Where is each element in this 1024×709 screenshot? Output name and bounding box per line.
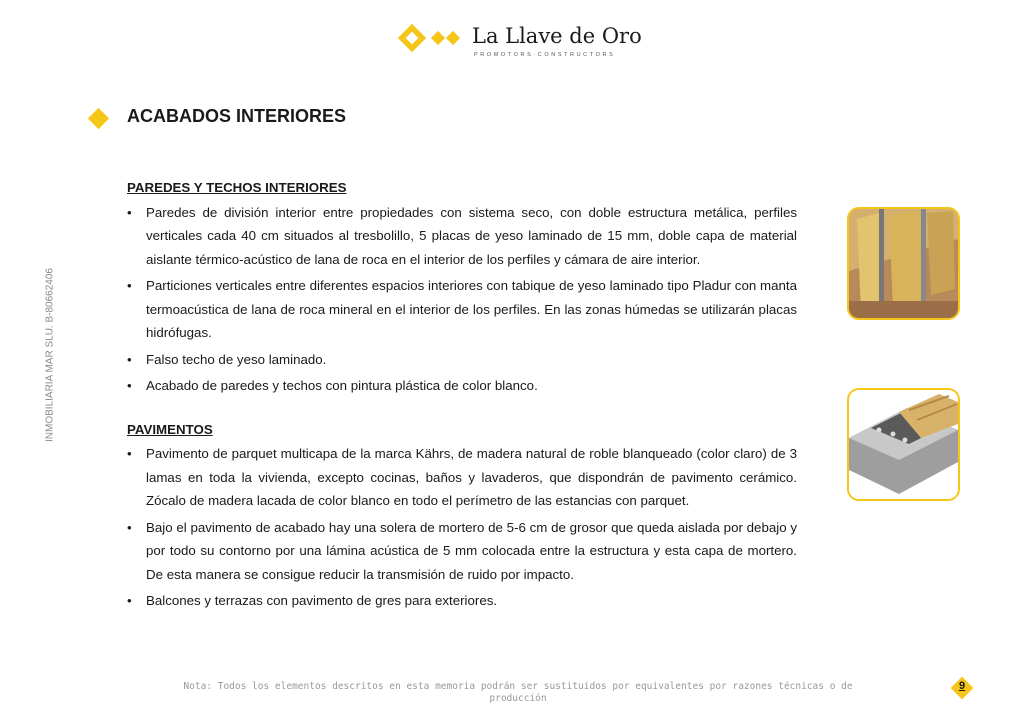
list-item: • Falso techo de yeso laminado. xyxy=(127,348,797,372)
list-item: • Pavimento de parquet multicapa de la marca Kährs, de madera natural de roble blanqueado (color claro) de 3 lamas en toda la vivienda, excepto cocinas, baños y lavaderos, que dispondrán de pavimento cerámico. Zócalo de madera lacada de color blanco en todo el perímetro de las estancias con parquet. xyxy=(127,442,797,513)
logo-diamonds-icon xyxy=(396,24,468,58)
brand-name: La Llave de Oro xyxy=(472,24,642,48)
title-diamond-icon xyxy=(88,108,109,129)
section-heading: PAVIMENTOS xyxy=(127,421,213,437)
section-pavimentos xyxy=(127,418,797,613)
section-paredes xyxy=(127,176,797,398)
content-body xyxy=(127,176,797,616)
page-number-badge xyxy=(951,677,973,699)
page-title: ACABADOS INTERIORES xyxy=(127,106,347,126)
bullet-list xyxy=(127,201,797,398)
footnote: Nota: Todos los elementos descritos en esta memoria podrán ser sustituidos por equivalentes por razones técnicas o de producción xyxy=(183,681,853,704)
floor-layers-photo xyxy=(847,388,960,501)
wall-insulation-image xyxy=(849,209,958,318)
side-company-text: INMOBILIARIA MAR SLU. B-80662406 xyxy=(44,268,56,442)
floor-layers-image xyxy=(849,390,958,499)
section-heading: PAREDES Y TECHOS INTERIORES xyxy=(127,180,347,195)
list-item: • Paredes de división interior entre propiedades con sistema seco, con doble estructura metálica, perfiles verticales cada 40 cm situados al tresbolillo, 5 placas de yeso laminado de 15 mm, doble capa de material aislante térmico-acústico de lana de roca en el interior de los perfiles y cámara de aire interior. xyxy=(127,201,797,272)
bullet-list xyxy=(127,442,797,613)
brand-logo xyxy=(396,22,642,62)
wall-insulation-photo xyxy=(847,207,960,320)
page-number: 9 xyxy=(958,680,966,692)
brand-tagline: PROMOTORS·CONSTRUCTORS xyxy=(474,52,616,58)
list-item: • Balcones y terrazas con pavimento de gres para exteriores. xyxy=(127,589,797,613)
list-item: • Bajo el pavimento de acabado hay una solera de mortero de 5-6 cm de grosor que queda aislada por debajo y por todo su contorno por una lámina acústica de 5 mm colocada entre la estructura y esta capa de mortero. De esta manera se consigue reducir la transmisión de ruido por impacto. xyxy=(127,516,797,587)
list-item: • Acabado de paredes y techos con pintura plástica de color blanco. xyxy=(127,374,797,398)
list-item: • Particiones verticales entre diferentes espacios interiores con tabique de yeso laminado tipo Pladur con manta termoacústica de lana de roca mineral en el interior de los perfiles. En las zonas húmedas se utilizarán placas hidrófugas. xyxy=(127,274,797,345)
